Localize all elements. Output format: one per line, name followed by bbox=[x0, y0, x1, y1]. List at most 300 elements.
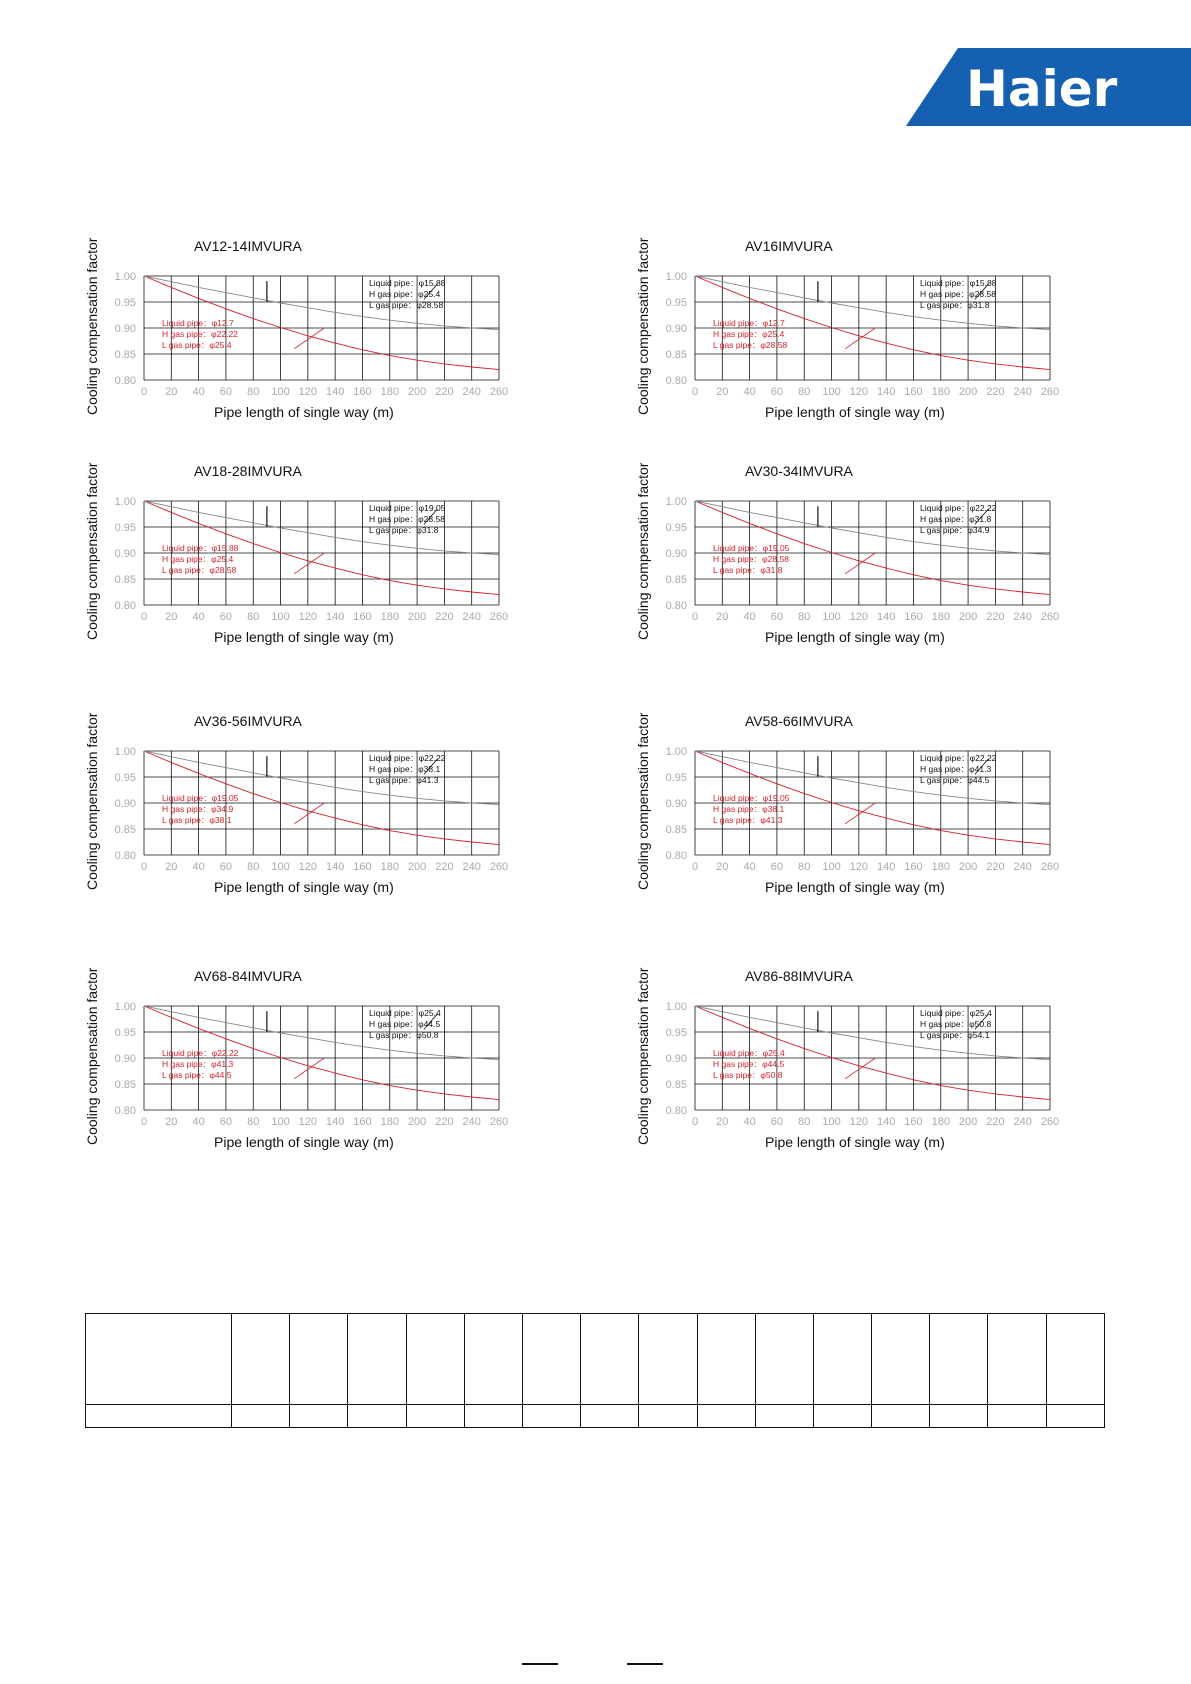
x-tick-label: 40 bbox=[192, 611, 205, 623]
annotation-line: Liquid pipe：φ15.88 bbox=[369, 278, 446, 288]
x-tick-label: 240 bbox=[462, 861, 481, 873]
x-tick-label: 40 bbox=[192, 861, 205, 873]
x-tick-label: 220 bbox=[435, 611, 454, 623]
chart-svg bbox=[635, 960, 1105, 1160]
annotation-line: H gas pipe：φ38.1 bbox=[713, 804, 785, 814]
x-tick-label: 80 bbox=[247, 861, 260, 873]
x-tick-label: 60 bbox=[770, 386, 784, 398]
chart-svg bbox=[84, 960, 554, 1160]
chart-title: AV18-28IMVURA bbox=[194, 463, 302, 479]
annotation-line: Liquid pipe：φ12.7 bbox=[713, 318, 785, 328]
annotation-line: L gas pipe：φ41.3 bbox=[369, 775, 439, 785]
annotation-line: Liquid pipe：φ25.4 bbox=[713, 1048, 785, 1058]
y-axis-label: Cooling compensation factor bbox=[635, 967, 651, 1145]
x-tick-label: 260 bbox=[1040, 861, 1060, 873]
x-axis-label: Pipe length of single way (m) bbox=[765, 404, 945, 420]
annotation-line: H gas pipe：φ38.1 bbox=[369, 764, 441, 774]
x-tick-label: 220 bbox=[986, 386, 1005, 398]
x-tick-label: 140 bbox=[325, 1116, 345, 1128]
x-axis-label: Pipe length of single way (m) bbox=[214, 1134, 394, 1150]
x-tick-label: 60 bbox=[219, 1116, 233, 1128]
x-tick-label: 80 bbox=[247, 386, 260, 398]
x-tick-label: 160 bbox=[353, 386, 372, 398]
x-tick-label: 200 bbox=[407, 861, 427, 873]
table-cell bbox=[522, 1314, 580, 1405]
x-tick-label: 140 bbox=[876, 611, 896, 623]
table-row bbox=[86, 1404, 1105, 1427]
x-tick-label: 0 bbox=[140, 611, 148, 623]
annotation-line: L gas pipe：φ54.1 bbox=[920, 1030, 990, 1040]
table-cell bbox=[872, 1404, 930, 1427]
footer-rule-left bbox=[522, 1663, 558, 1665]
x-tick-label: 240 bbox=[462, 1116, 481, 1128]
x-tick-label: 180 bbox=[931, 1116, 950, 1128]
annotation-line: H gas pipe：φ41.3 bbox=[920, 764, 992, 774]
pipe-annotation-large bbox=[369, 278, 445, 311]
x-tick-label: 220 bbox=[986, 611, 1005, 623]
y-tick-label: 0.85 bbox=[114, 824, 136, 836]
x-tick-label: 100 bbox=[271, 611, 290, 623]
x-tick-label: 60 bbox=[219, 611, 233, 623]
x-tick-label: 0 bbox=[691, 1116, 699, 1128]
x-tick-label: 180 bbox=[380, 861, 399, 873]
x-tick-label: 40 bbox=[743, 611, 756, 623]
annotation-line: L gas pipe：φ31.8 bbox=[920, 300, 990, 310]
annotation-line: H gas pipe：φ41.3 bbox=[162, 1059, 234, 1069]
table-cell bbox=[464, 1314, 522, 1405]
x-tick-label: 260 bbox=[489, 611, 509, 623]
x-tick-label: 20 bbox=[716, 386, 729, 398]
y-tick-label: 0.90 bbox=[114, 548, 136, 560]
x-tick-label: 160 bbox=[904, 611, 923, 623]
annotation-line: Liquid pipe：φ25.4 bbox=[920, 1008, 992, 1018]
x-tick-label: 240 bbox=[1013, 611, 1032, 623]
x-tick-label: 120 bbox=[298, 861, 318, 873]
table-header-row bbox=[86, 1314, 1105, 1405]
red-leader-line bbox=[294, 553, 324, 574]
x-tick-label: 80 bbox=[798, 861, 811, 873]
x-tick-label: 120 bbox=[298, 1116, 318, 1128]
x-tick-label: 100 bbox=[822, 611, 841, 623]
x-tick-label: 160 bbox=[353, 861, 372, 873]
x-tick-label: 200 bbox=[958, 611, 978, 623]
x-tick-label: 180 bbox=[380, 611, 399, 623]
pipe-annotation-large bbox=[920, 753, 996, 786]
x-tick-label: 40 bbox=[743, 386, 756, 398]
y-tick-label: 0.95 bbox=[114, 297, 136, 309]
y-tick-label: 0.95 bbox=[665, 1027, 687, 1039]
x-tick-label: 240 bbox=[1013, 861, 1032, 873]
y-tick-label: 0.80 bbox=[665, 1105, 687, 1117]
y-tick-label: 0.95 bbox=[114, 772, 136, 784]
annotation-line: L gas pipe：φ41.3 bbox=[713, 815, 783, 825]
pipe-annotation-small bbox=[713, 1048, 785, 1081]
chart-svg bbox=[635, 455, 1105, 655]
annotation-line: H gas pipe：φ28.58 bbox=[920, 289, 996, 299]
y-axis-label: Cooling compensation factor bbox=[635, 237, 651, 415]
annotation-line: H gas pipe：φ28.58 bbox=[713, 554, 789, 564]
annotation-line: Liquid pipe：φ19.05 bbox=[369, 503, 446, 513]
x-tick-label: 20 bbox=[165, 1116, 178, 1128]
annotation-line: H gas pipe：φ22.22 bbox=[162, 329, 238, 339]
x-tick-label: 20 bbox=[165, 386, 178, 398]
y-axis-label: Cooling compensation factor bbox=[635, 712, 651, 890]
pipe-annotation-large bbox=[369, 1008, 441, 1041]
y-tick-label: 0.90 bbox=[665, 323, 687, 335]
annotation-line: Liquid pipe：φ12.7 bbox=[162, 318, 234, 328]
x-tick-label: 160 bbox=[353, 611, 372, 623]
chart-svg bbox=[84, 705, 554, 905]
spec-table bbox=[85, 1313, 1105, 1428]
red-leader-line bbox=[845, 803, 875, 824]
annotation-line: H gas pipe：φ28.58 bbox=[369, 514, 445, 524]
annotation-line: Liquid pipe：φ15.88 bbox=[920, 278, 997, 288]
table-cell bbox=[290, 1404, 348, 1427]
chart-title: AV68-84IMVURA bbox=[194, 968, 302, 984]
y-tick-label: 1.00 bbox=[665, 746, 687, 758]
table-cell bbox=[1046, 1314, 1104, 1405]
x-tick-label: 160 bbox=[904, 861, 923, 873]
x-tick-label: 60 bbox=[770, 1116, 784, 1128]
table-cell bbox=[290, 1314, 348, 1405]
x-tick-label: 180 bbox=[931, 386, 950, 398]
chart-panel bbox=[84, 960, 554, 1160]
x-tick-label: 20 bbox=[165, 611, 178, 623]
chart-svg bbox=[635, 230, 1105, 430]
x-tick-label: 0 bbox=[691, 611, 699, 623]
y-tick-label: 0.80 bbox=[114, 600, 136, 612]
annotation-line: L gas pipe：φ44.5 bbox=[920, 775, 990, 785]
x-tick-label: 80 bbox=[798, 611, 811, 623]
table-cell bbox=[86, 1314, 232, 1405]
chart-panel bbox=[635, 455, 1105, 655]
x-tick-label: 60 bbox=[219, 386, 233, 398]
table-cell bbox=[755, 1314, 813, 1405]
x-tick-label: 180 bbox=[931, 861, 950, 873]
y-axis-label: Cooling compensation factor bbox=[84, 712, 100, 890]
x-tick-label: 160 bbox=[353, 1116, 372, 1128]
annotation-line: Liquid pipe：φ25.4 bbox=[369, 1008, 441, 1018]
x-tick-label: 260 bbox=[1040, 1116, 1060, 1128]
x-tick-label: 220 bbox=[435, 386, 454, 398]
y-tick-label: 0.95 bbox=[665, 522, 687, 534]
pipe-annotation-small bbox=[162, 318, 238, 351]
x-tick-label: 260 bbox=[489, 1116, 509, 1128]
annotation-line: Liquid pipe：φ22.22 bbox=[920, 753, 997, 763]
x-tick-label: 0 bbox=[140, 1116, 148, 1128]
pipe-annotation-small bbox=[713, 793, 789, 826]
x-tick-label: 220 bbox=[986, 1116, 1005, 1128]
annotation-line: H gas pipe：φ44.5 bbox=[369, 1019, 441, 1029]
y-tick-label: 1.00 bbox=[114, 271, 136, 283]
x-tick-label: 220 bbox=[435, 861, 454, 873]
chart-panel bbox=[84, 230, 554, 430]
x-tick-label: 200 bbox=[958, 386, 978, 398]
annotation-line: Liquid pipe：φ19.05 bbox=[713, 793, 790, 803]
annotation-line: L gas pipe：φ50.8 bbox=[713, 1070, 783, 1080]
y-tick-label: 0.95 bbox=[665, 297, 687, 309]
annotation-line: L gas pipe：φ34.9 bbox=[920, 525, 990, 535]
annotation-line: H gas pipe：φ25.4 bbox=[713, 329, 785, 339]
x-tick-label: 120 bbox=[849, 611, 869, 623]
x-tick-label: 240 bbox=[462, 386, 481, 398]
y-tick-label: 0.80 bbox=[665, 600, 687, 612]
y-tick-label: 0.85 bbox=[665, 349, 687, 361]
table-cell bbox=[86, 1404, 232, 1427]
red-leader-line bbox=[845, 1058, 875, 1079]
x-tick-label: 40 bbox=[192, 1116, 205, 1128]
table-cell bbox=[406, 1314, 464, 1405]
y-tick-label: 0.85 bbox=[665, 824, 687, 836]
y-tick-label: 0.90 bbox=[114, 1053, 136, 1065]
annotation-line: Liquid pipe：φ19.05 bbox=[162, 793, 239, 803]
table-cell bbox=[232, 1404, 290, 1427]
x-tick-label: 20 bbox=[716, 861, 729, 873]
x-tick-label: 60 bbox=[770, 611, 784, 623]
chart-panel bbox=[635, 705, 1105, 905]
table-cell bbox=[1046, 1404, 1104, 1427]
x-axis-label: Pipe length of single way (m) bbox=[765, 629, 945, 645]
y-tick-label: 0.85 bbox=[114, 574, 136, 586]
chart-title: AV30-34IMVURA bbox=[745, 463, 853, 479]
pipe-annotation-small bbox=[162, 793, 238, 826]
x-tick-label: 180 bbox=[380, 386, 399, 398]
x-tick-label: 60 bbox=[770, 861, 784, 873]
x-tick-label: 40 bbox=[743, 1116, 756, 1128]
annotation-line: L gas pipe：φ28.58 bbox=[713, 340, 788, 350]
x-axis-label: Pipe length of single way (m) bbox=[214, 629, 394, 645]
red-leader-line bbox=[845, 553, 875, 574]
y-tick-label: 1.00 bbox=[114, 1001, 136, 1013]
x-tick-label: 120 bbox=[849, 861, 869, 873]
table-cell bbox=[813, 1314, 871, 1405]
x-tick-label: 160 bbox=[904, 1116, 923, 1128]
chart-panel bbox=[84, 455, 554, 655]
table-cell bbox=[406, 1404, 464, 1427]
y-tick-label: 0.85 bbox=[114, 1079, 136, 1091]
x-tick-label: 140 bbox=[876, 386, 896, 398]
annotation-line: H gas pipe：φ31.8 bbox=[920, 514, 992, 524]
x-tick-label: 240 bbox=[462, 611, 481, 623]
annotation-line: H gas pipe：φ44.5 bbox=[713, 1059, 785, 1069]
annotation-line: Liquid pipe：φ19.05 bbox=[713, 543, 790, 553]
y-tick-label: 0.90 bbox=[665, 798, 687, 810]
annotation-line: L gas pipe：φ25.4 bbox=[162, 340, 232, 350]
y-tick-label: 1.00 bbox=[114, 496, 136, 508]
x-tick-label: 180 bbox=[380, 1116, 399, 1128]
pipe-annotation-large bbox=[920, 1008, 992, 1041]
chart-title: AV58-66IMVURA bbox=[745, 713, 853, 729]
annotation-line: H gas pipe：φ25.4 bbox=[369, 289, 441, 299]
chart-title: AV12-14IMVURA bbox=[194, 238, 302, 254]
y-tick-label: 1.00 bbox=[665, 496, 687, 508]
annotation-line: H gas pipe：φ50.8 bbox=[920, 1019, 992, 1029]
x-tick-label: 200 bbox=[958, 861, 978, 873]
x-tick-label: 40 bbox=[743, 861, 756, 873]
annotation-line: Liquid pipe：φ22.22 bbox=[162, 1048, 239, 1058]
x-tick-label: 0 bbox=[691, 386, 699, 398]
x-tick-label: 240 bbox=[1013, 386, 1032, 398]
table-cell bbox=[464, 1404, 522, 1427]
x-tick-label: 120 bbox=[298, 611, 318, 623]
pipe-annotation-small bbox=[162, 543, 238, 576]
table-cell bbox=[872, 1314, 930, 1405]
annotation-line: Liquid pipe：φ15.88 bbox=[162, 543, 239, 553]
x-tick-label: 0 bbox=[140, 861, 148, 873]
y-tick-label: 1.00 bbox=[114, 746, 136, 758]
x-tick-label: 200 bbox=[407, 1116, 427, 1128]
x-tick-label: 100 bbox=[271, 386, 290, 398]
x-tick-label: 220 bbox=[986, 861, 1005, 873]
chart-title: AV86-88IMVURA bbox=[745, 968, 853, 984]
table-cell bbox=[581, 1404, 639, 1427]
y-tick-label: 0.85 bbox=[665, 574, 687, 586]
pipe-annotation-small bbox=[713, 318, 787, 351]
x-tick-label: 260 bbox=[489, 386, 509, 398]
x-tick-label: 20 bbox=[716, 611, 729, 623]
y-tick-label: 0.85 bbox=[114, 349, 136, 361]
table-cell bbox=[639, 1314, 697, 1405]
table-cell bbox=[988, 1314, 1046, 1405]
x-axis-label: Pipe length of single way (m) bbox=[765, 1134, 945, 1150]
chart-title: AV36-56IMVURA bbox=[194, 713, 302, 729]
red-leader-line bbox=[294, 803, 324, 824]
logo-text: Haier bbox=[966, 60, 1118, 118]
table-cell bbox=[930, 1314, 988, 1405]
pipe-annotation-small bbox=[162, 1048, 238, 1081]
y-axis-label: Cooling compensation factor bbox=[84, 237, 100, 415]
x-tick-label: 200 bbox=[407, 386, 427, 398]
pipe-annotation-small bbox=[713, 543, 789, 576]
annotation-line: L gas pipe：φ31.8 bbox=[713, 565, 783, 575]
y-tick-label: 0.80 bbox=[114, 850, 136, 862]
x-tick-label: 80 bbox=[247, 1116, 260, 1128]
annotation-line: H gas pipe：φ34.9 bbox=[162, 804, 234, 814]
x-tick-label: 140 bbox=[325, 386, 345, 398]
x-tick-label: 20 bbox=[165, 861, 178, 873]
y-axis-label: Cooling compensation factor bbox=[84, 967, 100, 1145]
x-tick-label: 100 bbox=[822, 386, 841, 398]
x-tick-label: 80 bbox=[247, 611, 260, 623]
table-cell bbox=[232, 1314, 290, 1405]
pipe-annotation-large bbox=[920, 503, 996, 536]
x-tick-label: 140 bbox=[876, 1116, 896, 1128]
chart-title: AV16IMVURA bbox=[745, 238, 833, 254]
annotation-line: L gas pipe：φ38.1 bbox=[162, 815, 232, 825]
red-leader-line bbox=[845, 328, 875, 349]
red-leader-line bbox=[294, 1058, 324, 1079]
x-tick-label: 200 bbox=[958, 1116, 978, 1128]
chart-svg bbox=[84, 455, 554, 655]
pipe-annotation-large bbox=[369, 753, 445, 786]
table-cell bbox=[522, 1404, 580, 1427]
annotation-line: L gas pipe：φ28.58 bbox=[162, 565, 237, 575]
table-cell bbox=[755, 1404, 813, 1427]
y-tick-label: 0.80 bbox=[665, 850, 687, 862]
y-tick-label: 0.95 bbox=[665, 772, 687, 784]
chart-svg bbox=[84, 230, 554, 430]
x-tick-label: 140 bbox=[876, 861, 896, 873]
x-tick-label: 160 bbox=[904, 386, 923, 398]
red-leader-line bbox=[294, 328, 324, 349]
x-tick-label: 100 bbox=[271, 861, 290, 873]
x-tick-label: 0 bbox=[691, 861, 699, 873]
y-tick-label: 1.00 bbox=[665, 1001, 687, 1013]
x-tick-label: 260 bbox=[1040, 386, 1060, 398]
x-axis-label: Pipe length of single way (m) bbox=[765, 879, 945, 895]
x-tick-label: 20 bbox=[716, 1116, 729, 1128]
x-tick-label: 120 bbox=[849, 1116, 869, 1128]
y-axis-label: Cooling compensation factor bbox=[84, 462, 100, 640]
y-tick-label: 1.00 bbox=[665, 271, 687, 283]
annotation-line: H gas pipe：φ25.4 bbox=[162, 554, 234, 564]
x-tick-label: 220 bbox=[435, 1116, 454, 1128]
y-tick-label: 0.90 bbox=[665, 1053, 687, 1065]
y-tick-label: 0.80 bbox=[114, 1105, 136, 1117]
x-tick-label: 140 bbox=[325, 611, 345, 623]
x-tick-label: 120 bbox=[298, 386, 318, 398]
table-cell bbox=[930, 1404, 988, 1427]
x-axis-label: Pipe length of single way (m) bbox=[214, 879, 394, 895]
x-tick-label: 240 bbox=[1013, 1116, 1032, 1128]
x-tick-label: 200 bbox=[407, 611, 427, 623]
x-axis-label: Pipe length of single way (m) bbox=[214, 404, 394, 420]
table-cell bbox=[988, 1404, 1046, 1427]
y-tick-label: 0.80 bbox=[665, 375, 687, 387]
x-tick-label: 100 bbox=[271, 1116, 290, 1128]
chart-panel bbox=[635, 960, 1105, 1160]
y-tick-label: 0.90 bbox=[665, 548, 687, 560]
table-cell bbox=[581, 1314, 639, 1405]
annotation-line: L gas pipe：φ31.8 bbox=[369, 525, 439, 535]
annotation-line: L gas pipe：φ50.8 bbox=[369, 1030, 439, 1040]
x-tick-label: 260 bbox=[1040, 611, 1060, 623]
annotation-line: L gas pipe：φ44.5 bbox=[162, 1070, 232, 1080]
y-tick-label: 0.90 bbox=[114, 798, 136, 810]
x-tick-label: 140 bbox=[325, 861, 345, 873]
chart-panel bbox=[635, 230, 1105, 430]
table-cell bbox=[348, 1314, 406, 1405]
x-tick-label: 180 bbox=[931, 611, 950, 623]
table-cell bbox=[348, 1404, 406, 1427]
pipe-annotation-large bbox=[369, 503, 445, 536]
x-tick-label: 80 bbox=[798, 1116, 811, 1128]
pipe-annotation-large bbox=[920, 278, 996, 311]
x-tick-label: 0 bbox=[140, 386, 148, 398]
table-cell bbox=[639, 1404, 697, 1427]
x-tick-label: 260 bbox=[489, 861, 509, 873]
y-tick-label: 0.95 bbox=[114, 522, 136, 534]
y-tick-label: 0.80 bbox=[114, 375, 136, 387]
chart-svg bbox=[635, 705, 1105, 905]
y-axis-label: Cooling compensation factor bbox=[635, 462, 651, 640]
y-tick-label: 0.95 bbox=[114, 1027, 136, 1039]
footer-rule-right bbox=[627, 1663, 663, 1665]
annotation-line: Liquid pipe：φ22.22 bbox=[369, 753, 446, 763]
table-cell bbox=[813, 1404, 871, 1427]
x-tick-label: 120 bbox=[849, 386, 869, 398]
annotation-line: L gas pipe：φ28.58 bbox=[369, 300, 444, 310]
annotation-line: Liquid pipe：φ22.22 bbox=[920, 503, 997, 513]
x-tick-label: 100 bbox=[822, 1116, 841, 1128]
x-tick-label: 80 bbox=[798, 386, 811, 398]
x-tick-label: 100 bbox=[822, 861, 841, 873]
y-tick-label: 0.90 bbox=[114, 323, 136, 335]
y-tick-label: 0.85 bbox=[665, 1079, 687, 1091]
table-cell bbox=[697, 1314, 755, 1405]
x-tick-label: 60 bbox=[219, 861, 233, 873]
chart-panel bbox=[84, 705, 554, 905]
